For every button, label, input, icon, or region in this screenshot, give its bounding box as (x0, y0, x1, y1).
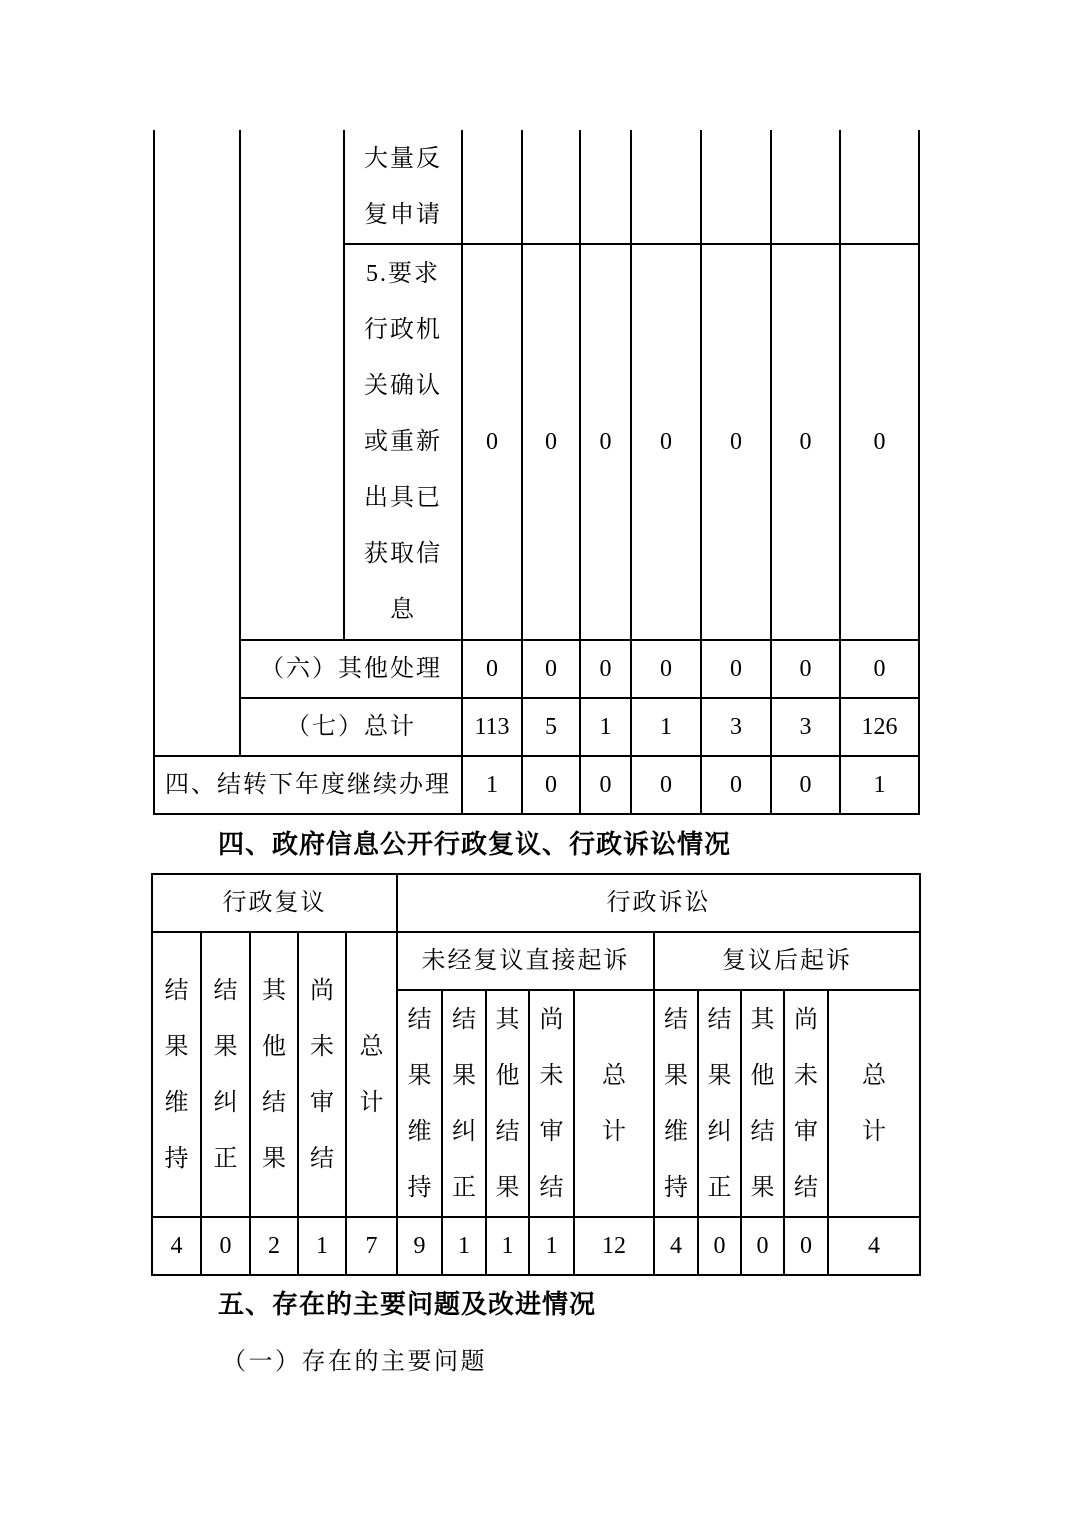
subcategory-merged-cell (241, 130, 345, 641)
table-cell: 0 (523, 757, 581, 815)
row-label-other-handling: （六）其他处理 (241, 641, 463, 699)
table-cell: 1 (841, 757, 920, 815)
column-header (398, 991, 443, 1218)
column-header (299, 933, 347, 1218)
table-cell: 0 (632, 641, 702, 699)
column-header (530, 991, 575, 1218)
table-cell: 0 (742, 1218, 785, 1276)
table-cell: 5 (523, 699, 581, 757)
row-label-text: 5.要求行政机关确认或重新出具已获取信息 (364, 261, 442, 623)
column-header-text: 尚未审结 (310, 977, 334, 1172)
row-label-text: 大量反复申请 (364, 145, 442, 228)
column-header (785, 991, 829, 1218)
review-litigation-table (151, 873, 921, 1276)
column-header-text: 结果维持 (407, 1006, 432, 1201)
table-cell: 0 (702, 245, 772, 641)
column-header-text: 结果维持 (164, 977, 189, 1172)
table-cell: 4 (829, 1218, 921, 1276)
table-cell: 0 (699, 1218, 742, 1276)
table-cell: 0 (581, 245, 632, 641)
column-header (202, 933, 251, 1218)
section-4-heading: 四、政府信息公开行政复议、行政诉讼情况 (218, 830, 732, 860)
column-header (575, 991, 655, 1218)
column-header (487, 991, 530, 1218)
table-cell: 0 (785, 1218, 829, 1276)
table-cell: 1 (463, 757, 523, 815)
table-cell: 4 (153, 1218, 202, 1276)
column-header-text: 尚未审结 (794, 1006, 818, 1201)
column-header-text: 其他结果 (495, 1006, 520, 1201)
column-header (443, 991, 487, 1218)
header-administrative-review: 行政复议 (153, 875, 398, 933)
table-cell: 1 (581, 699, 632, 757)
table-cell: 2 (251, 1218, 299, 1276)
column-header (655, 991, 699, 1218)
row-label-carryover: 四、结转下年度继续办理 (155, 757, 463, 815)
row-label-repeat-requests (345, 130, 463, 245)
table-cell: 0 (581, 641, 632, 699)
row-label-total: （七）总计 (241, 699, 463, 757)
column-header-text: 其他结果 (262, 977, 286, 1172)
table-cell: 1 (299, 1218, 347, 1276)
table-cell (632, 130, 702, 245)
header-administrative-litigation: 行政诉讼 (398, 875, 921, 933)
column-header-text: 结果维持 (664, 1006, 688, 1201)
header-direct-suit: 未经复议直接起诉 (398, 933, 655, 991)
column-header-text: 其他结果 (750, 1006, 775, 1201)
column-header-text: 总计 (602, 1062, 626, 1145)
table-cell: 0 (772, 245, 841, 641)
table-cell (702, 130, 772, 245)
column-header (742, 991, 785, 1218)
table-cell: 0 (202, 1218, 251, 1276)
table-cell: 9 (398, 1218, 443, 1276)
column-header-text: 总计 (862, 1062, 886, 1145)
table-cell: 113 (463, 699, 523, 757)
table-cell: 1 (443, 1218, 487, 1276)
table-cell: 4 (655, 1218, 699, 1276)
table-cell: 0 (702, 641, 772, 699)
table-cell: 0 (772, 757, 841, 815)
column-header (347, 933, 398, 1218)
table-cell: 0 (841, 245, 920, 641)
table-cell: 1 (530, 1218, 575, 1276)
table-cell: 0 (463, 641, 523, 699)
table-cell (841, 130, 920, 245)
table-cell: 1 (632, 699, 702, 757)
table-cell: 3 (702, 699, 772, 757)
table-cell: 0 (523, 245, 581, 641)
disposal-results-table (153, 130, 920, 815)
column-header-text: 结果纠正 (707, 1006, 732, 1201)
table-cell (523, 130, 581, 245)
column-header-text: 尚未审结 (539, 1006, 564, 1201)
table-cell: 7 (347, 1218, 398, 1276)
column-header (251, 933, 299, 1218)
table-cell: 126 (841, 699, 920, 757)
table-cell: 12 (575, 1218, 655, 1276)
column-header (153, 933, 202, 1218)
column-header-text: 结果纠正 (452, 1006, 476, 1201)
table-cell: 0 (632, 757, 702, 815)
table-cell: 1 (487, 1218, 530, 1276)
row-label-confirm-info (345, 245, 463, 641)
table-cell: 0 (702, 757, 772, 815)
table-cell: 0 (463, 245, 523, 641)
table-cell: 0 (581, 757, 632, 815)
table-cell: 0 (523, 641, 581, 699)
table-cell (772, 130, 841, 245)
table-cell (463, 130, 523, 245)
column-header (829, 991, 921, 1218)
table-cell: 0 (772, 641, 841, 699)
section-5-heading: 五、存在的主要问题及改进情况 (218, 1290, 597, 1320)
column-header-text: 结果纠正 (213, 977, 238, 1172)
column-header-text: 总计 (359, 1033, 384, 1116)
header-suit-after-review: 复议后起诉 (655, 933, 921, 991)
subsection-1-heading: （一）存在的主要问题 (222, 1347, 487, 1375)
table-cell: 0 (632, 245, 702, 641)
category-merged-cell (155, 130, 241, 757)
table-cell (581, 130, 632, 245)
table-cell: 0 (841, 641, 920, 699)
table-cell: 3 (772, 699, 841, 757)
column-header (699, 991, 742, 1218)
